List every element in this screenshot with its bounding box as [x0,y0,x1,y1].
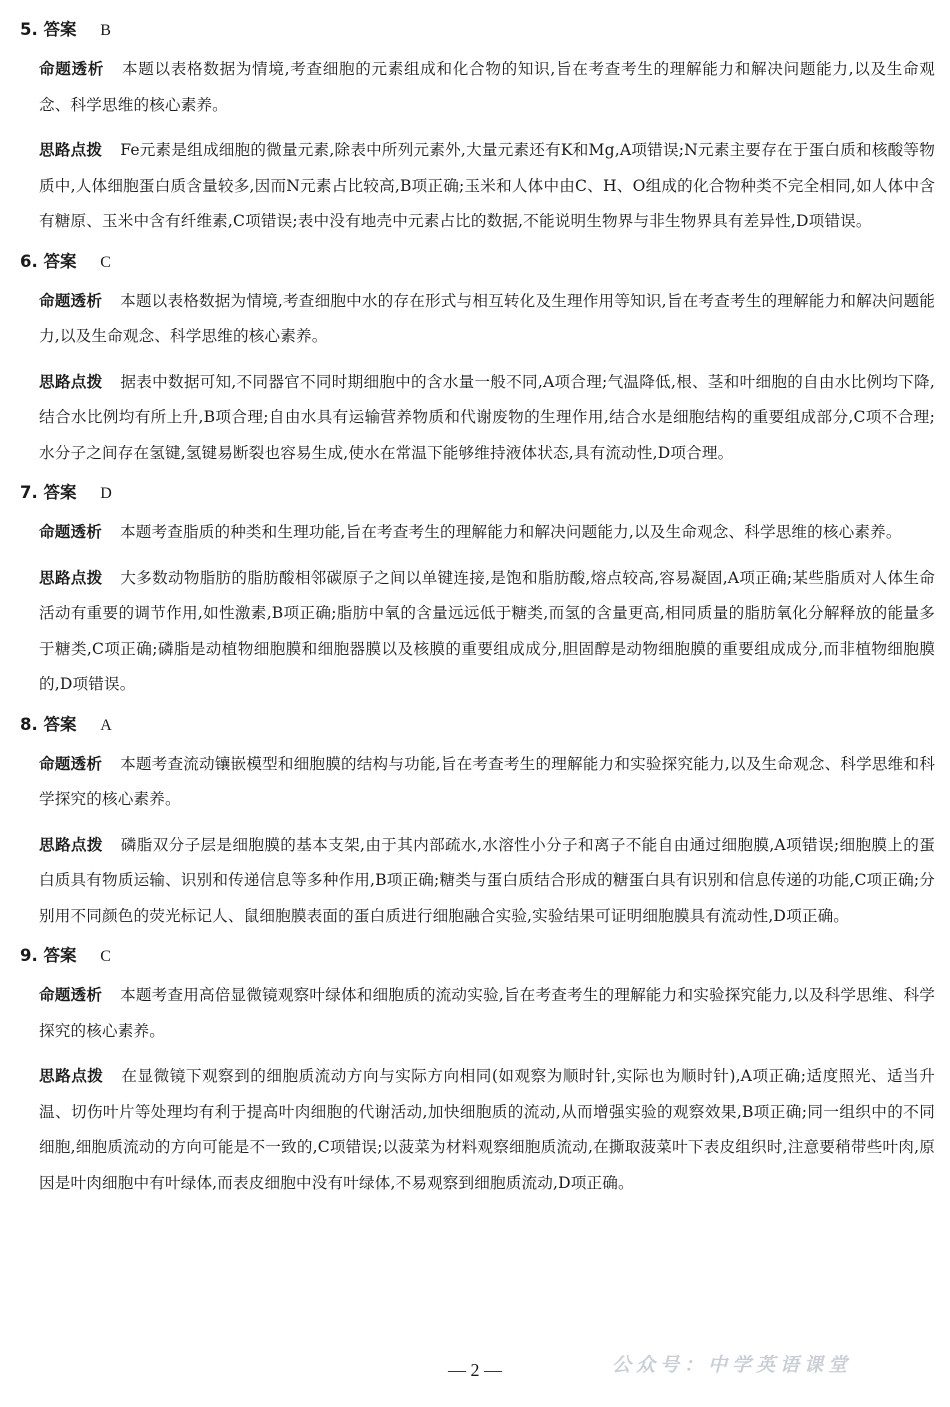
analysis-paragraph [20,515,935,551]
analysis-paragraph [20,747,935,818]
hint-text: 在显微镜下观察到的细胞质流动方向与实际方向相同(如观察为顺时针,实际也为顺时针),A项正确;适度照光、适当升温、切伤叶片等处理均有利于提高叶肉细胞的代谢活动,加快细胞质的流动,从而增强实验的观察效果,B项正确;同一组织中的不同细胞,细胞质流动的方向可能是不一致的,C项错误;以菠菜为材料观察细胞质流动,在撕取菠菜叶下表皮组织时,注意要稍带些叶肉,原因是叶肉细胞中有叶绿体,而表皮细胞中没有叶绿体,不易观察到细胞质流动,D项正确。 [39,1067,935,1192]
question-header [20,944,935,969]
question-number: 9. [20,946,38,965]
analysis-paragraph [20,978,935,1049]
hint-label: 思路点拨 [39,1067,104,1085]
analysis-paragraph [20,284,935,355]
question-5 [20,18,935,240]
analysis-text: 本题以表格数据为情境,考查细胞中水的存在形式与相互转化及生理作用等知识,旨在考查考生的理解能力和解决问题能力,以及生命观念、科学思维的核心素养。 [39,291,935,345]
hint-paragraph [20,1059,935,1201]
analysis-label: 命题透析 [39,523,102,541]
question-header [20,250,935,275]
answer-value: D [100,485,112,502]
watermark: 公众号：中学英语课堂 [612,1354,853,1376]
question-number: 6. [20,251,38,271]
answer-value: C [100,253,111,271]
question-number: 8. [20,714,38,734]
answer-document [20,18,935,1211]
analysis-text: 本题考查用高倍显微镜观察叶绿体和细胞质的流动实验,旨在考查考生的理解能力和实验探究能力,以及科学思维、科学探究的核心素养。 [39,986,935,1040]
hint-label: 思路点拨 [39,372,103,391]
question-header [20,713,935,738]
analysis-text: 本题以表格数据为情境,考查细胞的元素组成和化合物的知识,旨在考查考生的理解能力和解决问题能力,以及生命观念、科学思维的核心素养。 [39,60,935,114]
answer-label: 答案 [43,946,77,965]
analysis-text: 本题考查流动镶嵌模型和细胞膜的结构与功能,旨在考查考生的理解能力和实验探究能力,以及生命观念、科学思维和科学探究的核心素养。 [39,754,935,808]
question-header [20,481,935,506]
question-header [20,18,935,43]
answer-label: 答案 [43,20,77,39]
analysis-paragraph [20,52,935,123]
analysis-label: 命题透析 [39,291,103,310]
answer-label: 答案 [43,251,77,271]
answer-value: A [100,716,112,734]
question-6 [20,250,935,472]
answer-value: B [100,22,111,39]
hint-text: 据表中数据可知,不同器官不同时期细胞中的含水量一般不同,A项合理;气温降低,根、茎和叶细胞的自由水比例均下降,结合水比例均有所上升,B项合理;自由水具有运输营养物质和代谢废物的生理作用,结合水是细胞结构的重要组成部分,C项不合理;水分子之间存在氢键,氢键易断裂也容易生成,使水在常温下能够维持液体状态,具有流动性,D项合理。 [39,372,935,462]
question-number: 5. [20,20,38,39]
question-number: 7. [20,483,38,502]
question-9 [20,944,935,1201]
answer-label: 答案 [43,483,77,502]
hint-text: Fe元素是组成细胞的微量元素,除表中所列元素外,大量元素还有K和Mg,A项错误;N元素主要存在于蛋白质和核酸等物质中,人体细胞蛋白质含量较多,因而N元素占比较高,B项正确;玉米和人体中由C、H、O组成的化合物种类不完全相同,如人体中含有糖原、玉米中含有纤维素,C项错误;表中没有地壳中元素占比的数据,不能说明生物界与非生物界具有差异性,D项错误。 [39,141,935,230]
hint-label: 思路点拨 [39,835,103,854]
analysis-label: 命题透析 [39,754,103,773]
question-7 [20,481,935,703]
page-number: — 2 — [448,1360,502,1380]
hint-label: 思路点拨 [39,141,103,159]
hint-paragraph [20,828,935,935]
answer-label: 答案 [43,714,77,734]
answer-value: C [100,948,111,965]
hint-paragraph [20,365,935,472]
analysis-label: 命题透析 [39,986,103,1004]
hint-text: 大多数动物脂肪的脂肪酸相邻碳原子之间以单键连接,是饱和脂肪酸,熔点较高,容易凝固,A项正确;某些脂质对人体生命活动有重要的调节作用,如性激素,B项正确;脂肪中氧的含量远远低于糖类,而氢的含量更高,相同质量的脂肪氧化分解释放的能量多于糖类,C项正确;磷脂是动植物细胞膜和细胞器膜以及核膜的重要组成成分,胆固醇是动物细胞膜的重要组成成分,而非植物细胞膜的,D项错误。 [39,568,935,693]
hint-paragraph [20,561,935,703]
analysis-label: 命题透析 [39,60,105,78]
hint-paragraph [20,133,935,240]
analysis-text: 本题考查脂质的种类和生理功能,旨在考查考生的理解能力和解决问题能力,以及生命观念、科学思维的核心素养。 [119,523,902,541]
question-8 [20,713,935,935]
hint-label: 思路点拨 [39,568,103,587]
hint-text: 磷脂双分子层是细胞膜的基本支架,由于其内部疏水,水溶性小分子和离子不能自由通过细胞膜,A项错误;细胞膜上的蛋白质具有物质运输、识别和传递信息等多种作用,B项正确;糖类与蛋白质结合形成的糖蛋白具有识别和信息传递的功能,C项正确;分别用不同颜色的荧光标记人、鼠细胞膜表面的蛋白质进行细胞融合实验,实验结果可证明细胞膜具有流动性,D项正确。 [39,835,935,925]
